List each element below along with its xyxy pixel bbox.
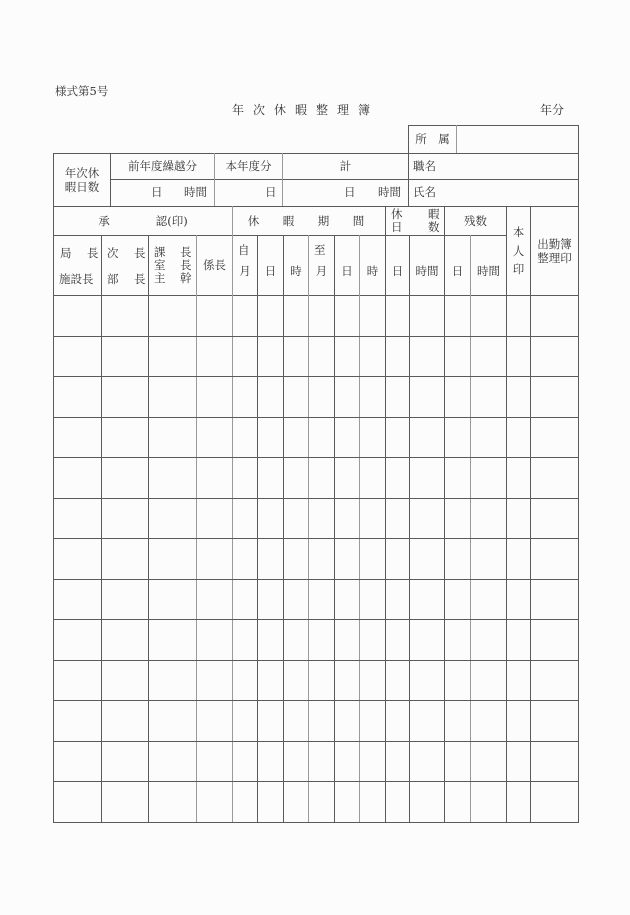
section-char: 幹 [180,271,192,285]
table-row[interactable] [53,376,578,417]
leave-count-char: 暇 [428,207,440,221]
form-number: 様式第5号 [55,84,109,98]
remaining-group-header: 残数 [464,213,487,228]
affiliation-label: 所 属 [415,132,450,147]
current-year-header: 本年度分 [225,159,272,174]
period-group-header: 休 暇 期 間 [247,213,371,228]
deputy-chief-label: 次 長 [107,246,148,260]
table-row[interactable] [53,417,578,457]
approval-group-header: 承 認(印) [98,213,188,228]
table-row[interactable] [53,579,578,619]
position-label: 職名 [413,159,436,173]
prev-year-hour-unit: 時間 [184,185,207,199]
table-row[interactable] [53,336,578,376]
section-char: 長 [180,245,192,259]
leave-count-hour-label: 時間 [415,263,439,278]
from-hour-label: 時 [290,263,302,278]
leave-count-char: 数 [428,220,440,234]
self-seal-char: 人 [512,243,525,258]
table-row[interactable] [53,457,578,498]
prev-year-day-unit: 日 [151,185,163,199]
dept-chief-label: 部 長 [107,272,148,286]
prev-year-header: 前年度繰越分 [128,159,197,174]
facility-chief-label: 施設長 [59,272,94,286]
table-row[interactable] [53,741,578,781]
section-char: 主 [154,271,166,285]
table-row[interactable] [53,700,578,741]
section-char: 長 [180,258,192,272]
section-char: 室 [154,258,166,272]
table-bottom-line [53,822,579,823]
remaining-day-label: 日 [451,263,464,278]
self-seal-char: 本 [512,225,525,240]
attendance-seal-line1: 出勤簿 [537,237,572,251]
attendance-seal-header [531,207,578,295]
to-day-label: 日 [341,263,353,278]
leave-count-char: 日 [391,220,403,234]
table-row[interactable] [53,781,578,822]
total-hour-unit: 時間 [378,185,401,199]
from-month-label: 月 [239,263,251,278]
leave-days-label [54,154,110,206]
bureau-chief-label: 局 長 [60,246,101,260]
current-year-day-unit: 日 [265,185,277,199]
leave-count-group-header [386,207,444,235]
affiliation-field[interactable] [457,126,577,153]
subsection-chief-label: 係長 [203,258,226,273]
remaining-hour-label: 時間 [477,263,500,278]
leave-count-day-label: 日 [391,263,404,278]
to-hour-label: 時 [366,263,379,278]
table-row[interactable] [53,498,578,538]
leave-days-label-line1: 年次休 [64,165,100,180]
total-header: 計 [339,159,352,174]
from-day-label: 日 [264,263,277,278]
name-label: 氏名 [413,185,436,199]
table-row[interactable] [53,538,578,579]
leave-count-char: 休 [391,207,403,221]
from-label: 自 [238,243,250,257]
self-seal-char: 印 [512,262,525,277]
page-title: 年次休暇整理簿 [232,103,380,117]
attendance-seal-line2: 整理印 [537,251,572,266]
table-row[interactable] [53,619,578,660]
leave-days-label-line2: 暇日数 [64,180,100,194]
to-label: 至 [314,243,326,257]
self-seal-header [507,207,530,295]
total-day-unit: 日 [344,185,356,199]
year-label: 年分 [540,103,565,117]
section-char: 課 [154,245,166,259]
table-row[interactable] [53,295,578,336]
table-row[interactable] [53,660,578,700]
to-month-label: 月 [315,263,328,278]
table-rows [53,295,578,822]
